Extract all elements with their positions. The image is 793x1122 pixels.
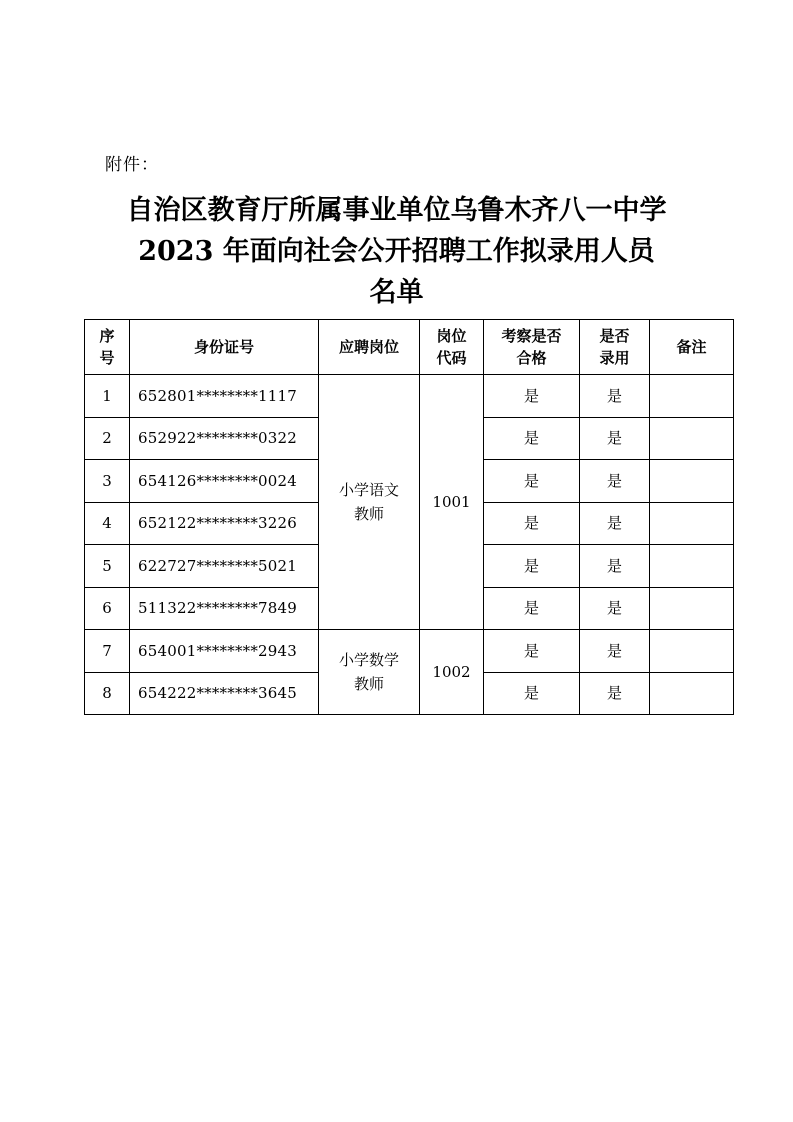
header-id-number: 身份证号 [130,320,319,375]
cell-remarks [650,545,734,588]
cell-id-number: 654126********0024 [130,460,319,503]
header-position-code: 岗位 代码 [420,320,484,375]
table-header-row [85,320,734,375]
cell-seq: 8 [85,672,130,715]
cell-id-number: 622727********5021 [130,545,319,588]
title-line-3: 名单 [369,277,424,308]
cell-id-number: 652801********1117 [130,375,319,418]
cell-passed: 是 [484,375,580,418]
cell-id-number: 652922********0322 [130,417,319,460]
title-line-2: 2023 年面向社会公开招聘工作拟录用人员 [138,236,655,267]
cell-id-number: 652122********3226 [130,502,319,545]
cell-passed: 是 [484,460,580,503]
cell-hired: 是 [580,502,650,545]
cell-seq: 7 [85,630,130,673]
cell-passed: 是 [484,587,580,630]
cell-position-group-1: 小学语文 教师 [319,375,420,630]
cell-remarks [650,587,734,630]
cell-position-group-2: 小学数学 教师 [319,630,420,715]
cell-id-number: 511322********7849 [130,587,319,630]
cell-passed: 是 [484,417,580,460]
header-hired: 是否 录用 [580,320,650,375]
cell-remarks [650,417,734,460]
hiring-roster-table [84,319,734,715]
cell-remarks [650,460,734,503]
cell-passed: 是 [484,672,580,715]
cell-seq: 4 [85,502,130,545]
cell-hired: 是 [580,460,650,503]
header-position: 应聘岗位 [319,320,420,375]
cell-passed: 是 [484,545,580,588]
cell-remarks [650,375,734,418]
cell-code-group-1: 1001 [420,375,484,630]
cell-code-group-2: 1002 [420,630,484,715]
cell-seq: 6 [85,587,130,630]
header-passed-inspection: 考察是否 合格 [484,320,580,375]
cell-seq: 5 [85,545,130,588]
cell-hired: 是 [580,545,650,588]
cell-remarks [650,672,734,715]
cell-id-number: 654222********3645 [130,672,319,715]
table-row [85,630,734,673]
cell-hired: 是 [580,375,650,418]
table-row [85,375,734,418]
cell-seq: 2 [85,417,130,460]
cell-passed: 是 [484,630,580,673]
cell-remarks [650,502,734,545]
cell-hired: 是 [580,587,650,630]
cell-seq: 3 [85,460,130,503]
header-remarks: 备注 [650,320,734,375]
cell-remarks [650,630,734,673]
cell-hired: 是 [580,672,650,715]
attachment-label: 附件： [105,155,159,175]
document-title [0,190,793,313]
cell-hired: 是 [580,417,650,460]
cell-seq: 1 [85,375,130,418]
cell-hired: 是 [580,630,650,673]
title-line-1: 自治区教育厅所属事业单位乌鲁木齐八一中学 [126,195,667,226]
cell-passed: 是 [484,502,580,545]
header-seq: 序 号 [85,320,130,375]
cell-id-number: 654001********2943 [130,630,319,673]
